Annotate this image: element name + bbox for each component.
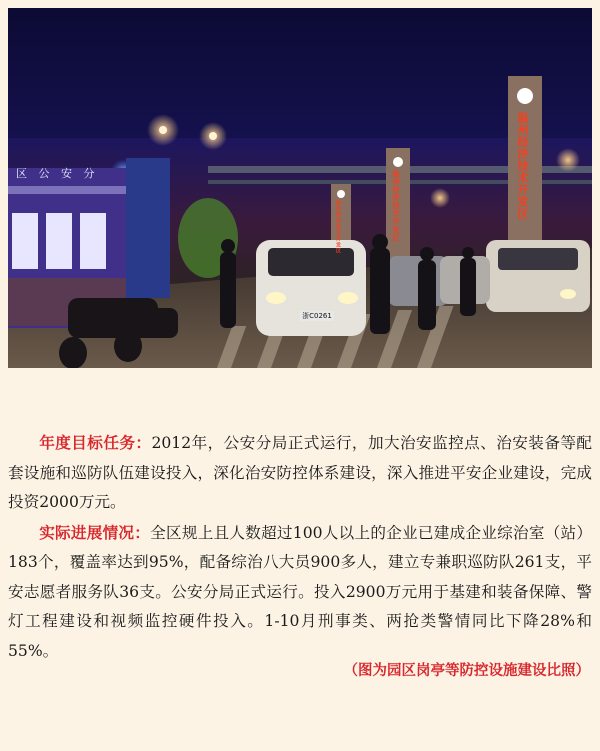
- sign-mid-text: 温州经济技术开发区: [392, 170, 400, 242]
- annual-goal-label: 年度目标任务：: [39, 433, 152, 452]
- photo-caption: （图为园区岗亭等防控设施建设比照）: [343, 662, 590, 679]
- license-plate: 浙C0261: [300, 311, 334, 321]
- paragraph-annual-goal: [8, 428, 592, 518]
- progress-text: 全区规上且人数超过100人以上的企业已建成企业综治室（站）183个，覆盖率达到95%，配备综治八大员900多人，建立专兼职巡防队261支，平安志愿者服务队36支。公安分局正式运行。投入2900万元用于基建和装备保障、警灯工程建设和视频监控硬件投入。1-10月刑事类、两抢类警情同比下降28%和55%。: [8, 523, 592, 660]
- sign-small-text: 温州经济技术开发区: [335, 200, 341, 254]
- sign-large-text: 温州经济技术开发区: [516, 112, 529, 220]
- night-checkpoint-photo: [8, 8, 592, 368]
- article-body: [8, 428, 592, 666]
- paragraph-progress: [8, 518, 592, 667]
- annual-goal-text: 2012年，公安分局正式运行，加大治安监控点、治安装备等配套设施和巡防队伍建设投入，深化治安防控体系建设，深入推进平安企业建设，完成投资2000万元。: [8, 434, 592, 511]
- progress-label: 实际进展情况：: [39, 522, 151, 542]
- booth-sign-text: 区 公 安 分: [16, 167, 99, 180]
